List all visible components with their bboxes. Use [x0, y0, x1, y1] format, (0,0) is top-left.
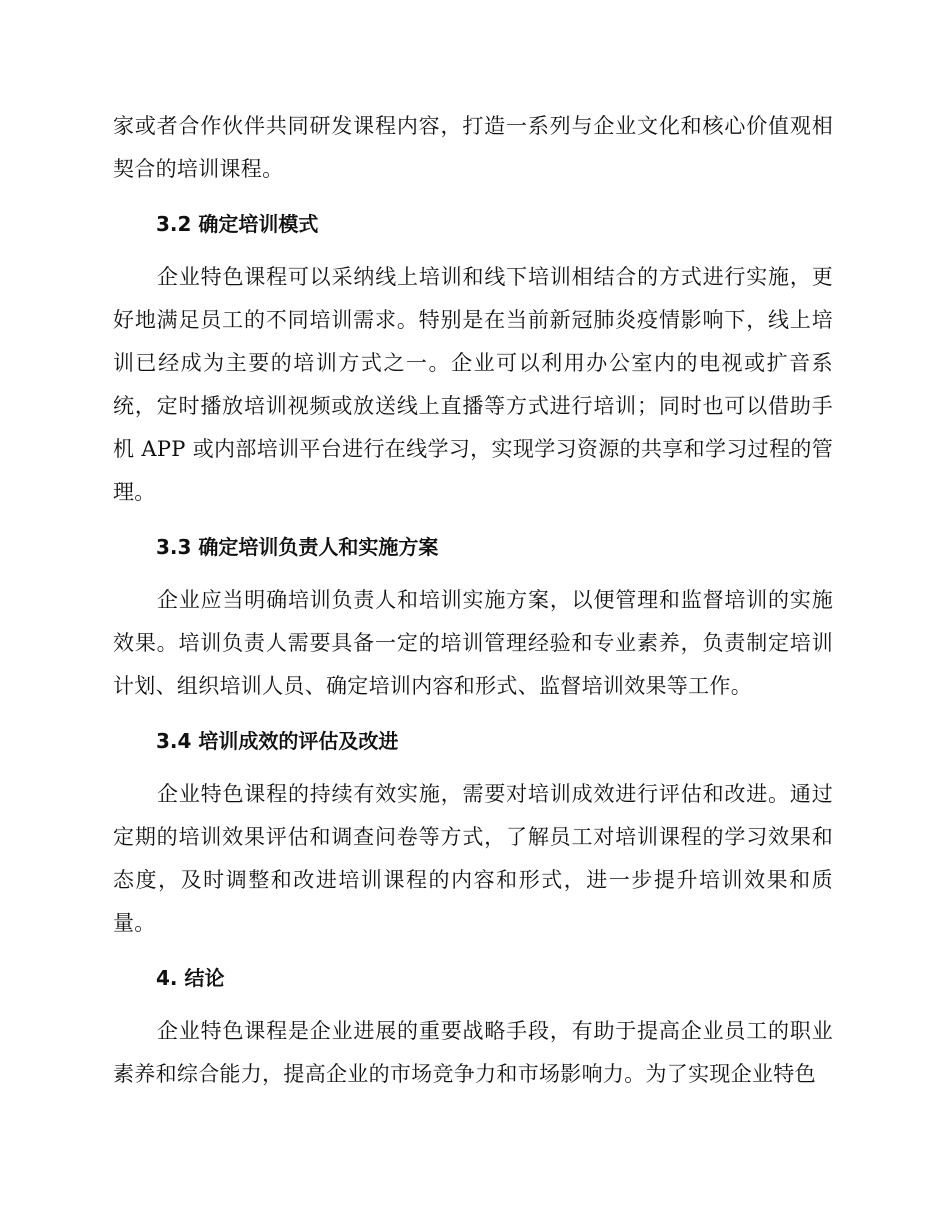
document-page — [113, 105, 833, 1096]
section-heading-3-2: 3.2 确定培训模式 — [156, 212, 319, 236]
paragraph-training-mode: 企业特色课程可以采纳线上培训和线下培训相结合的方式进行实施，更好地满足员工的不同培训需求。特别是在当前新冠肺炎疫情影响下，线上培训已经成为主要的培训方式之一。企业可以利用办公室内的电视或扩音系统，定时播放培训视频或放送线上直播等方式进行培训；同时也可以借助手机 APP 或内部培训平台进行在线学习，实现学习资源的共享和学习过程的管理。 — [113, 265, 833, 504]
section-heading-3-4: 3.4 培训成效的评估及改进 — [156, 729, 399, 753]
section-heading-4: 4. 结论 — [156, 966, 225, 990]
section-heading-3-3: 3.3 确定培训负责人和实施方案 — [156, 535, 439, 559]
paragraph-continued: 家或者合作伙伴共同研发课程内容，打造一系列与企业文化和核心价值观相契合的培训课程。 — [113, 114, 833, 181]
paragraph-training-evaluation: 企业特色课程的持续有效实施，需要对培训成效进行评估和改进。通过定期的培训效果评估和调查问卷等方式，了解员工对培训课程的学习效果和态度，及时调整和改进培训课程的内容和形式，进一步提升培训效果和质量。 — [113, 782, 833, 935]
paragraph-conclusion: 企业特色课程是企业进展的重要战略手段，有助于提高企业员工的职业素养和综合能力，提高企业的市场竞争力和市场影响力。为了实现企业特色 — [113, 1019, 833, 1086]
paragraph-training-owner: 企业应当明确培训负责人和培训实施方案，以便管理和监督培训的实施效果。培训负责人需要具备一定的培训管理经验和专业素养，负责制定培训计划、组织培训人员、确定培训内容和形式、监督培训效果等工作。 — [113, 588, 833, 698]
